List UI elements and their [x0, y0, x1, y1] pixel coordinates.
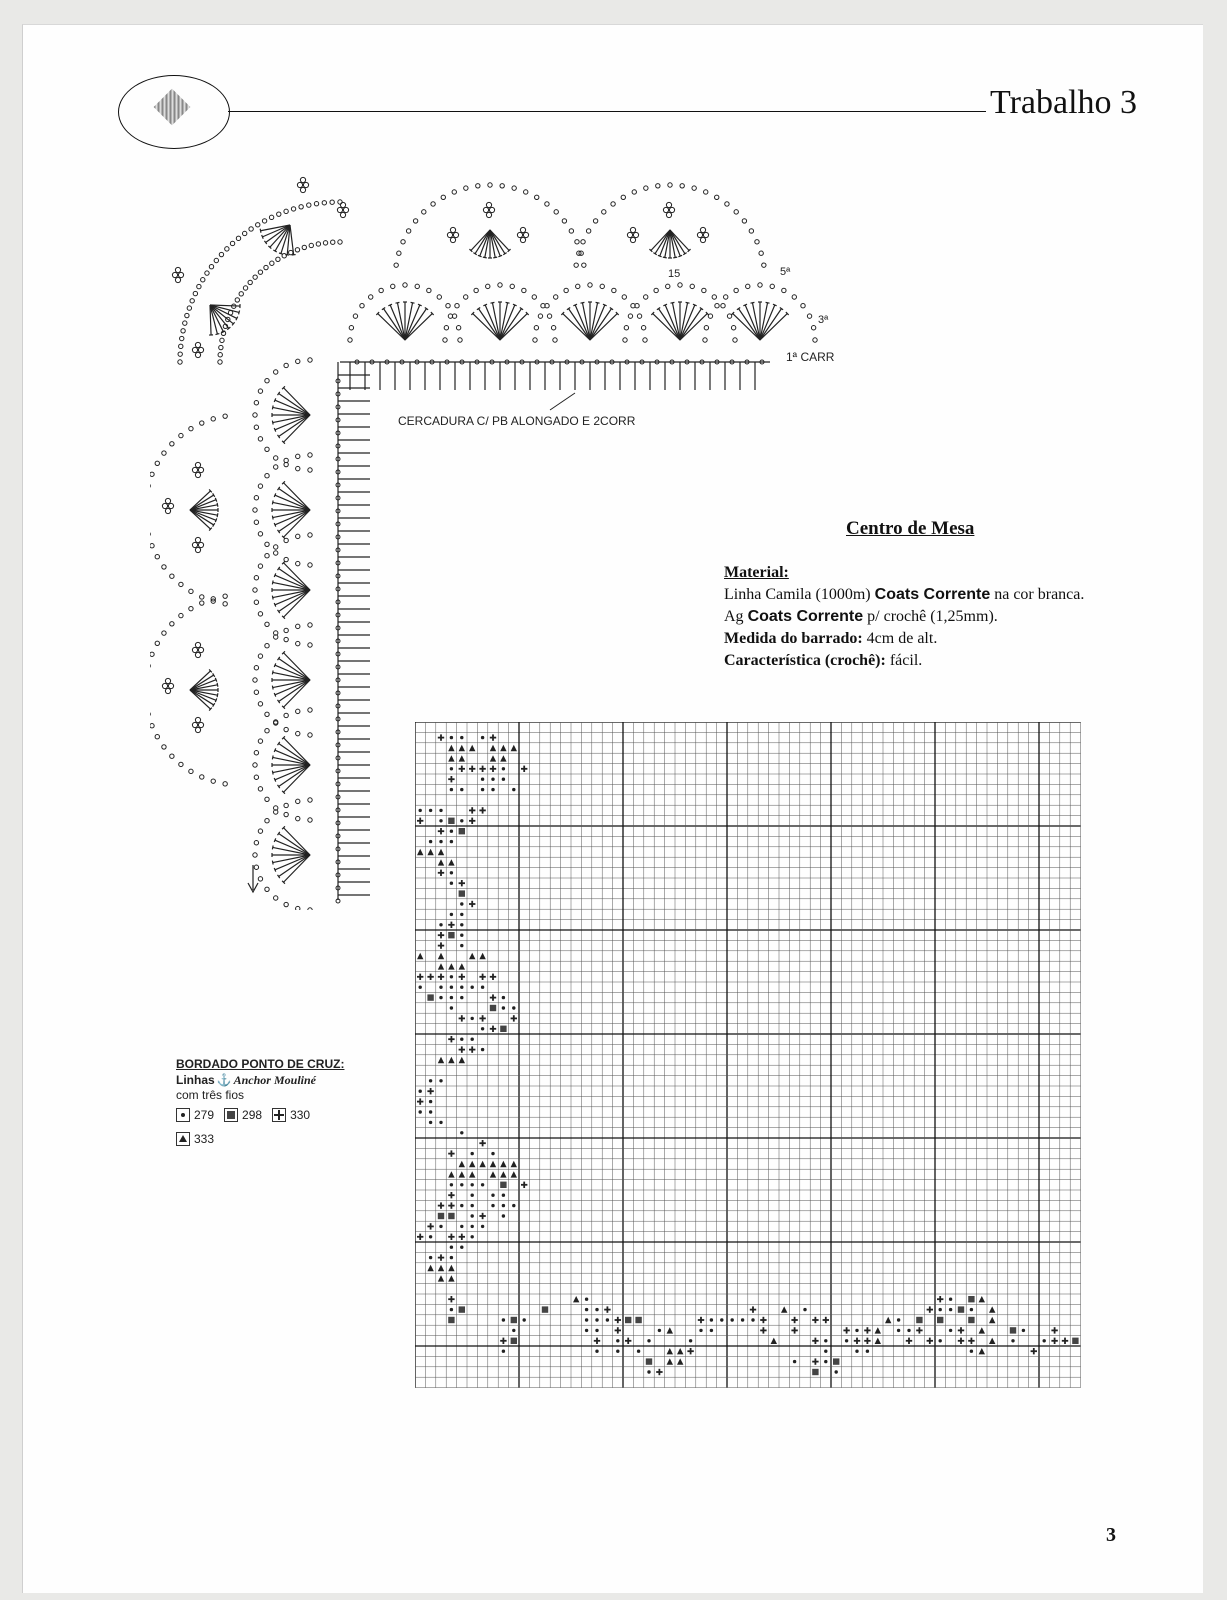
line2-suffix: p/ crochê (1,25mm).: [863, 608, 998, 625]
feature-value: fácil.: [885, 652, 923, 669]
anchor-icon: ⚓: [216, 1073, 232, 1087]
color-code-330: 330: [290, 1108, 311, 1122]
color-code-333: 333: [194, 1132, 215, 1146]
plus-symbol-icon: [272, 1108, 286, 1122]
border-note: CERCADURA C/ PB ALONGADO E 2CORR: [398, 414, 636, 428]
line2-text: Ag: [724, 608, 748, 625]
page-number: 3: [1106, 1524, 1116, 1546]
feature-line: [724, 650, 1084, 672]
measure-line: [724, 628, 1084, 650]
project-title: Centro de Mesa: [846, 518, 975, 539]
diamond-ornament-icon: [154, 89, 191, 126]
dot-symbol-icon: [176, 1108, 190, 1122]
line1-brand: Coats Corrente: [874, 586, 991, 603]
material-line-2: [724, 606, 1084, 628]
threads-brand: Anchor Mouliné: [233, 1073, 316, 1087]
header-rule: [228, 111, 986, 112]
feature-label: Característica (crochê):: [724, 652, 886, 669]
row-number-15: 15: [668, 268, 681, 280]
stitch-legend: [176, 1057, 344, 1146]
material-line-1: [724, 584, 1084, 606]
line1-suffix: na cor branca.: [990, 586, 1085, 603]
legend-row-1: [176, 1108, 344, 1122]
legend-row-2: [176, 1132, 344, 1146]
threads-note: com três fios: [176, 1088, 245, 1102]
header-emblem: [118, 75, 230, 149]
color-code-298: 298: [242, 1108, 263, 1122]
material-heading: Material:: [724, 564, 789, 581]
border-note-arrow: [550, 393, 575, 410]
material-block: [724, 562, 1084, 672]
measure-value: 4cm de alt.: [862, 630, 938, 647]
cross-stitch-chart: [415, 722, 1085, 1417]
row-label-5: 5ª: [780, 266, 791, 278]
work-title: Trabalho 3: [990, 84, 1138, 121]
measure-label: Medida do barrado:: [724, 630, 863, 647]
color-code-279: 279: [194, 1108, 215, 1122]
legend-heading: BORDADO PONTO DE CRUZ:: [176, 1057, 345, 1071]
line1-text: Linha Camila (1000m): [724, 586, 875, 603]
triangle-symbol-icon: [176, 1132, 190, 1146]
legend-threads: [176, 1073, 344, 1088]
row-label-1: 1ª CARR: [786, 350, 835, 364]
row-label-3: 3ª: [818, 314, 829, 326]
line2-brand: Coats Corrente: [747, 608, 864, 625]
square-symbol-icon: [224, 1108, 238, 1122]
threads-label: Linhas: [176, 1073, 215, 1087]
